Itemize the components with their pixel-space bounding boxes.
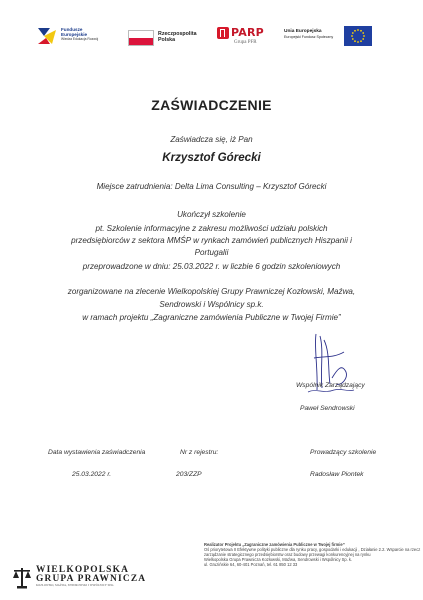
trainer-value: Radosław Piontek [310,471,364,478]
eu-star-icon [357,41,359,43]
course-line1: pt. Szkolenie informacyjne z zakresu możliwości udziału polskich [95,224,328,233]
eu-line1: Unia Europejska [284,29,322,34]
rp-line2: Polska [158,37,176,43]
eu-star-icon [354,30,356,32]
eu-star-icon [352,32,354,34]
footer-project-line1: Realizator Projektu „Zagraniczne zamówienia Publiczne w Twojej firmie” [204,542,345,547]
eu-star-icon [363,35,365,37]
eu-logo [284,26,392,48]
workplace-text: Miejsce zatrudnienia: Delta Lima Consulting – Krzysztof Górecki [96,182,327,191]
conducted-text: przeprowadzone w dniu: 25.03.2022 r. w liczbie 6 godzin szkoleniowych [82,262,341,271]
register-label: Nr z rejestru: [180,449,219,456]
organized-line1: zorganizowane na zlecenie Wielkopolskiej Grupy Prawniczej Kozłowski, Maźwa, [67,287,356,296]
signature-role: Wspólnik Zarządzający [296,382,365,389]
parp-name: PARP [231,26,264,39]
date-value: 25.03.2022 r. [72,471,112,478]
eu-star-icon [352,38,354,40]
funds-europejskie-logo [36,26,126,48]
funds-sub: Wiedza Edukacja Rozwój [61,37,99,42]
recipient-name: Krzysztof Górecki [162,151,261,164]
rp-line1: Rzeczpospolita [158,31,197,37]
eu-flag-icon [344,26,372,46]
parp-logo [217,26,277,50]
eu-star-icon [362,38,364,40]
eu-star-icon [362,32,364,34]
footer-project-line4: Wielkopolska Grupa Prawnicza Kozłowski, Maźwa, Sendrowski i Wspólnicy Sp. k. [204,557,353,562]
funds-line2: Europejskie [61,32,88,38]
parp-icon [217,27,229,39]
polish-flag-icon [128,30,154,46]
project-text: w ramach projektu „Zagraniczne zamówienia Publiczne w Twojej Firmie” [82,313,341,322]
eu-star-icon [354,40,356,42]
trainer-label: Prowadzący szkolenie [310,449,377,456]
parp-sub: Grupa PFR [234,40,257,45]
footer-project-line2: Oś priorytetowa II Efektywne polityki publiczne dla rynku pracy, gospodarki i edukacji , Działanie 2.2. Wsparcie na rzecz [204,547,421,552]
course-line3: Portugalii [194,248,229,257]
intro-text: Zaświadcza się, iż Pan [170,135,253,144]
wgp-sub: KOZŁOWSKI, MAŹWA, SENDROWSKI I WSPÓLNICY SP.K. [36,584,115,587]
course-line2: przedsiębiorców z sektora MMŚP w rynkach zamówień publicznych Hiszpanii i [71,236,352,245]
register-value: 203/ZZP [176,471,202,478]
footer-project-line3: zarządzanie strategicznego przedsiębiorstw oraz budowy przewagi konkurencyjnej na rynku [204,552,371,557]
eu-line2: Europejski Fundusz Społeczny [284,34,334,39]
wgp-line1: WIELKOPOLSKA [36,565,130,575]
rzeczpospolita-logo [128,27,203,49]
eu-star-icon [357,29,359,31]
eu-star-icon [351,35,353,37]
organized-line2: Sendrowski i Wspólnicy sp.k. [159,300,264,309]
scales-of-justice-icon [12,566,32,590]
wgp-logo [12,560,202,596]
fe-mark-icon [36,26,58,46]
footer-project-line5: ul. Gruzińskie 64, 60-401 Poznań, tel. 61 850 12 33 [204,562,298,567]
wgp-line2: GRUPA PRAWNICZA [36,574,147,584]
date-label: Data wystawienia zaświadczenia [48,449,146,456]
handwritten-signature-icon [294,328,364,408]
funds-line1: Fundusze [61,27,83,32]
footer-project-info [204,542,421,567]
completed-text: Ukończył szkolenie [177,210,246,219]
certificate-title: ZAŚWIADCZENIE [151,97,272,113]
eu-star-icon [360,30,362,32]
signature-name: Paweł Sendrowski [300,405,355,412]
eu-star-icon [360,40,362,42]
